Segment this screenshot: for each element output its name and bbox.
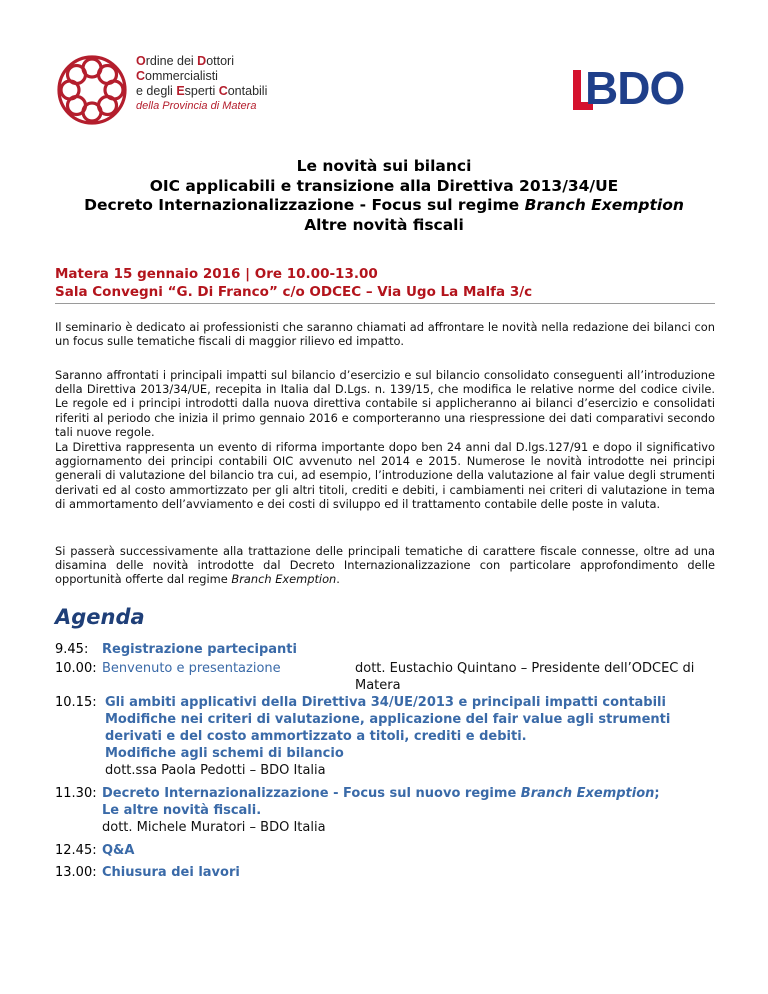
bdo-logo <box>573 62 705 116</box>
agenda-time: 10.15: <box>55 695 97 710</box>
agenda-speaker: dott. Eustachio Quintano – Presidente dell’ODCEC di <box>355 661 695 676</box>
document-title <box>40 157 728 235</box>
agenda-topic: Benvenuto e presentazione <box>102 661 281 676</box>
agenda-topic: Q&A <box>102 843 135 858</box>
agenda-time: 10.00: <box>55 661 97 676</box>
agenda-topic-cont: Le altre novità fiscali. <box>102 803 262 818</box>
body-paragraph-3: Si passerà successivamente alla trattazione delle principali tematiche di carattere fiscale connesse, oltre ad una disamina delle novità introdotte dal Decreto Internazionalizzazione con particolare approfondimento delle opportunità offerte dal regime Branch Exemption. <box>55 544 715 587</box>
event-date-time: Matera 15 gennaio 2016 | Ore 10.00-13.00 <box>55 266 378 282</box>
event-info <box>55 265 715 301</box>
title-line-3: Decreto Internazionalizzazione - Focus sul regime Branch Exemption <box>84 196 684 214</box>
agenda-speaker: dott. Michele Muratori – BDO Italia <box>102 820 326 835</box>
divider <box>55 303 715 304</box>
odcec-logo <box>52 50 312 130</box>
agenda-heading: Agenda <box>55 605 145 629</box>
event-venue: Sala Convegni “G. Di Franco” c/o ODCEC – Via Ugo La Malfa 3/c <box>55 284 533 300</box>
bdo-wordmark: BDO <box>585 62 685 114</box>
agenda-topic-cont: derivati e del costo ammortizzato a titoli, crediti e debiti. <box>105 729 527 744</box>
agenda-topic-cont: Modifiche agli schemi di bilancio <box>105 746 344 761</box>
agenda-speaker-cont: Matera <box>355 678 401 693</box>
body-paragraph-2: La Direttiva rappresenta un evento di riforma importante dopo ben 24 anni dal D.lgs.127/91 e dopo il significativo aggiornamento dei principi contabili OIC avvenuto nel 2014 e 2015. Numerose le novità introdotte nei principi generali di valutazione del bilancio tra cui, ad esempio, l’introduzione della valutazione al fair value degli strumenti derivati ed al costo ammortizzato per gli altri titoli, crediti e debiti, i cambiamenti nei criteri di valutazione in tema di ammortamento dell’avviamento e dei costi di sviluppo ed il trattamento contabile delle poste in valuta. <box>55 440 715 511</box>
agenda-time: 12.45: <box>55 843 97 858</box>
odcec-emblem-icon <box>52 50 132 130</box>
intro-paragraph: Il seminario è dedicato ai professionisti che saranno chiamati ad affrontare le novità nella redazione dei bilanci con un focus sulle tematiche fiscali di maggior rilievo ed impatto. <box>55 320 715 349</box>
agenda-topic: Chiusura dei lavori <box>102 865 240 880</box>
agenda-speaker: dott.ssa Paola Pedotti – BDO Italia <box>105 763 326 778</box>
title-line-2: OIC applicabili e transizione alla Direttiva 2013/34/UE <box>149 176 619 195</box>
title-line-1: Le novità sui bilanci <box>296 157 472 175</box>
body-paragraph-1: Saranno affrontati i principali impatti sul bilancio d’esercizio e sul bilancio consolidato conseguenti all’introduzione della Direttiva 2013/34/UE, recepita in Italia dal D.Lgs. n. 139/15, che modifica le relative norme del codice civile. Le regole ed i principi introdotti dalla nuova direttiva contabile si applicheranno ai bilanci d’esercizio e consolidati riferiti al periodo che inizia il primo gennaio 2016 e comporteranno una riespressione dei dati comparativi secondo tali nuove regole. <box>55 368 715 439</box>
agenda-topic: Gli ambiti applicativi della Direttiva 34/UE/2013 e principali impatti contabili <box>105 695 666 710</box>
agenda-time: 9.45: <box>55 642 89 657</box>
agenda-topic: Registrazione partecipanti <box>102 642 297 657</box>
odcec-name: Ordine dei Dottori Commercialisti e degli Esperti Contabili della Provincia di Matera <box>136 54 268 112</box>
agenda-time: 13.00: <box>55 865 97 880</box>
agenda-topic-cont: Modifiche nei criteri di valutazione, applicazione del fair value agli strumenti <box>105 712 671 727</box>
title-line-4: Altre novità fiscali <box>304 215 464 234</box>
agenda-time: 11.30: <box>55 786 97 801</box>
agenda-topic: Decreto Internazionalizzazione - Focus sul nuovo regime Branch Exemption; <box>102 786 660 801</box>
